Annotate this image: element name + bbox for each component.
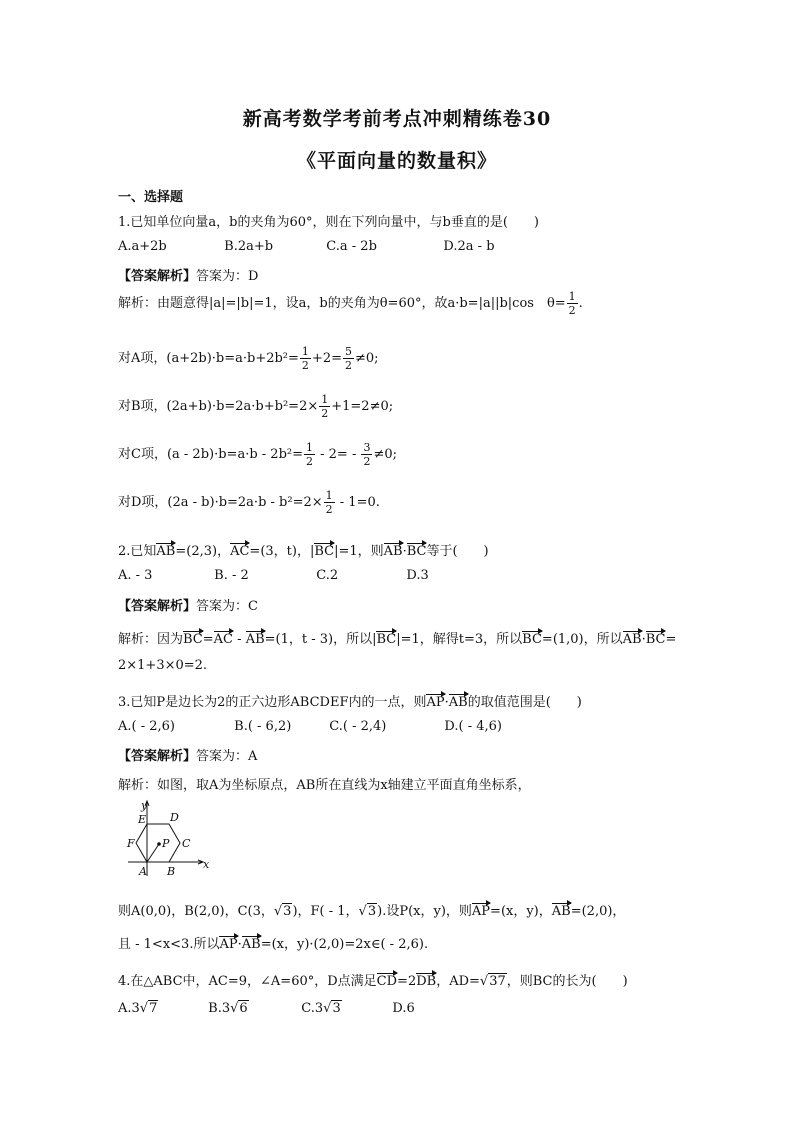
q3-answer bbox=[118, 745, 257, 764]
q2-solution-line-2: 2×1+3×0=2. bbox=[118, 658, 208, 673]
q4-option-b: B.3√6 bbox=[208, 1001, 248, 1016]
q2-answer bbox=[118, 595, 258, 614]
answer-text: 答案为：A bbox=[196, 749, 258, 764]
q1-option-d-check: 对D项，(2a - b)·b=2a·b - b²=2× $\frac{1}{2}$ - 1=0. bbox=[118, 489, 380, 516]
q1-option-c-check: 对C项，(a - 2b)·b=a·b - 2b²= $\frac{1}{2}$ - 2= - $\frac{3}{2}$ ≠0; bbox=[118, 441, 398, 468]
q1-solution-line bbox=[118, 290, 583, 317]
label-b: B bbox=[167, 865, 176, 878]
label-e: E bbox=[138, 813, 147, 826]
answer-label: 【答案解析】 bbox=[118, 749, 197, 764]
hexagon-coordinate-figure bbox=[118, 798, 210, 882]
sqrt: √37 bbox=[479, 974, 506, 989]
fraction: $\frac{1}{2}$ bbox=[321, 393, 329, 420]
q2-option-a: A. - 3 bbox=[118, 568, 153, 583]
q4-stem: 4.在△ABC中，AC=9，∠A=60°，D点满足CD=2DB，AD=√37，则BC的长为( ) bbox=[118, 974, 628, 989]
q2-solution-line: 解析：因为BC=AC - AB=(1，t - 3)，所以|BC|=1，解得t=3，所以BC=(1,0)，所以AB·BC= bbox=[118, 632, 677, 647]
document-title: 新高考数学考前考点冲刺精练卷30 bbox=[242, 108, 552, 130]
q1-option-c: C.a - 2b bbox=[326, 239, 377, 254]
document-subtitle: 《平面向量的数量积》 bbox=[296, 150, 497, 172]
sqrt: √3 bbox=[358, 904, 377, 919]
q1-option-a-check: 对A项，(a+2b)·b=a·b+2b²= $\frac{1}{2}$ +2= $\frac{5}{2}$ ≠0; bbox=[118, 345, 379, 372]
label-d: D bbox=[170, 811, 179, 824]
fraction: $\frac{3}{2}$ bbox=[363, 441, 371, 468]
point-p bbox=[157, 842, 161, 846]
q2-option-d: D.3 bbox=[406, 568, 429, 583]
q3-option-d: D.( - 4,6) bbox=[444, 719, 502, 734]
q3-solution-line-3: 且 - 1<x<3.所以AP·AB=(x，y)·(2,0)=2x∈( - 2,6). bbox=[118, 937, 429, 952]
vector: BC bbox=[406, 544, 427, 559]
vector: AB bbox=[448, 695, 468, 710]
answer-label: 【答案解析】 bbox=[118, 599, 197, 614]
vector: DB bbox=[416, 974, 437, 989]
vector: AB bbox=[156, 544, 176, 559]
q1-option-a: A.a+2b bbox=[118, 239, 167, 254]
fraction: $\frac{1}{2}$ bbox=[325, 489, 333, 516]
q4-options bbox=[118, 1000, 415, 1016]
q1-option-b-check: 对B项，(2a+b)·b=2a·b+b²=2× $\frac{1}{2}$ +1=2≠0; bbox=[118, 393, 394, 420]
fraction: $\frac{1}{2}$ bbox=[301, 345, 309, 372]
sqrt: √3 bbox=[273, 904, 292, 919]
q3-stem: 3.已知P是边长为2的正六边形ABCDEF内的一点，则AP·AB的取值范围是( ) bbox=[118, 695, 582, 710]
label-y: y bbox=[141, 799, 148, 812]
vector: AB bbox=[383, 544, 403, 559]
q3-options bbox=[118, 719, 502, 734]
q4-option-a: A.3√7 bbox=[118, 1001, 158, 1016]
q3-option-a: A.( - 2,6) bbox=[118, 719, 175, 734]
q1-option-b: B.2a+b bbox=[224, 239, 274, 254]
q1-option-d: D.2a - b bbox=[443, 239, 495, 254]
label-p: P bbox=[162, 837, 170, 850]
fraction: $\frac{1}{2}$ bbox=[306, 441, 313, 468]
segment-ap bbox=[147, 844, 159, 862]
label-a: A bbox=[139, 865, 147, 878]
q2-option-b: B. - 2 bbox=[214, 568, 249, 583]
q1-options bbox=[118, 239, 495, 254]
q4-option-c: C.3√3 bbox=[301, 1001, 341, 1016]
answer-text: 答案为：C bbox=[196, 599, 258, 614]
label-x: x bbox=[203, 858, 210, 871]
section-heading: 一、选择题 bbox=[118, 190, 184, 205]
q3-solution-line-2: 则A(0,0)，B(2,0)，C(3，√3)，F( - 1，√3).设P(x，y)，则AP=(x，y)，AB=(2,0)， bbox=[118, 904, 626, 919]
label-c: C bbox=[182, 837, 191, 850]
fraction: $\frac{1}{2}$ bbox=[568, 290, 576, 317]
answer-label: 【答案解析】 bbox=[118, 269, 197, 284]
label-f: F bbox=[127, 837, 135, 850]
q2-stem: 2.已知AB=(2,3)，AC=(3，t)，|BC|=1，则AB·BC等于( ) bbox=[118, 544, 489, 559]
solution-text: . bbox=[578, 296, 583, 311]
vector: BC bbox=[314, 544, 335, 559]
q2-option-c: C.2 bbox=[316, 568, 339, 583]
solution-text: 解析：由题意得|a|=|b|=1，设a，b的夹角为θ=60°，故a·b=|a||b|cos θ= bbox=[118, 296, 566, 311]
vector: AC bbox=[230, 544, 250, 559]
q3-option-c: C.( - 2,4) bbox=[329, 719, 387, 734]
answer-text: 答案为：D bbox=[196, 269, 259, 284]
q1-stem: 1.已知单位向量a，b的夹角为60°，则在下列向量中，与b垂直的是( ) bbox=[118, 215, 539, 230]
fraction: $\frac{5}{2}$ bbox=[344, 345, 352, 372]
q4-option-d: D.6 bbox=[392, 1001, 415, 1016]
vector: AP bbox=[426, 695, 445, 710]
q1-answer bbox=[118, 265, 258, 284]
q3-option-b: B.( - 6,2) bbox=[234, 719, 292, 734]
q3-solution-line: 解析：如图，取A为坐标原点，AB所在直线为x轴建立平面直角坐标系， bbox=[118, 778, 531, 793]
vector: CD bbox=[376, 974, 398, 989]
q2-options bbox=[118, 568, 429, 583]
